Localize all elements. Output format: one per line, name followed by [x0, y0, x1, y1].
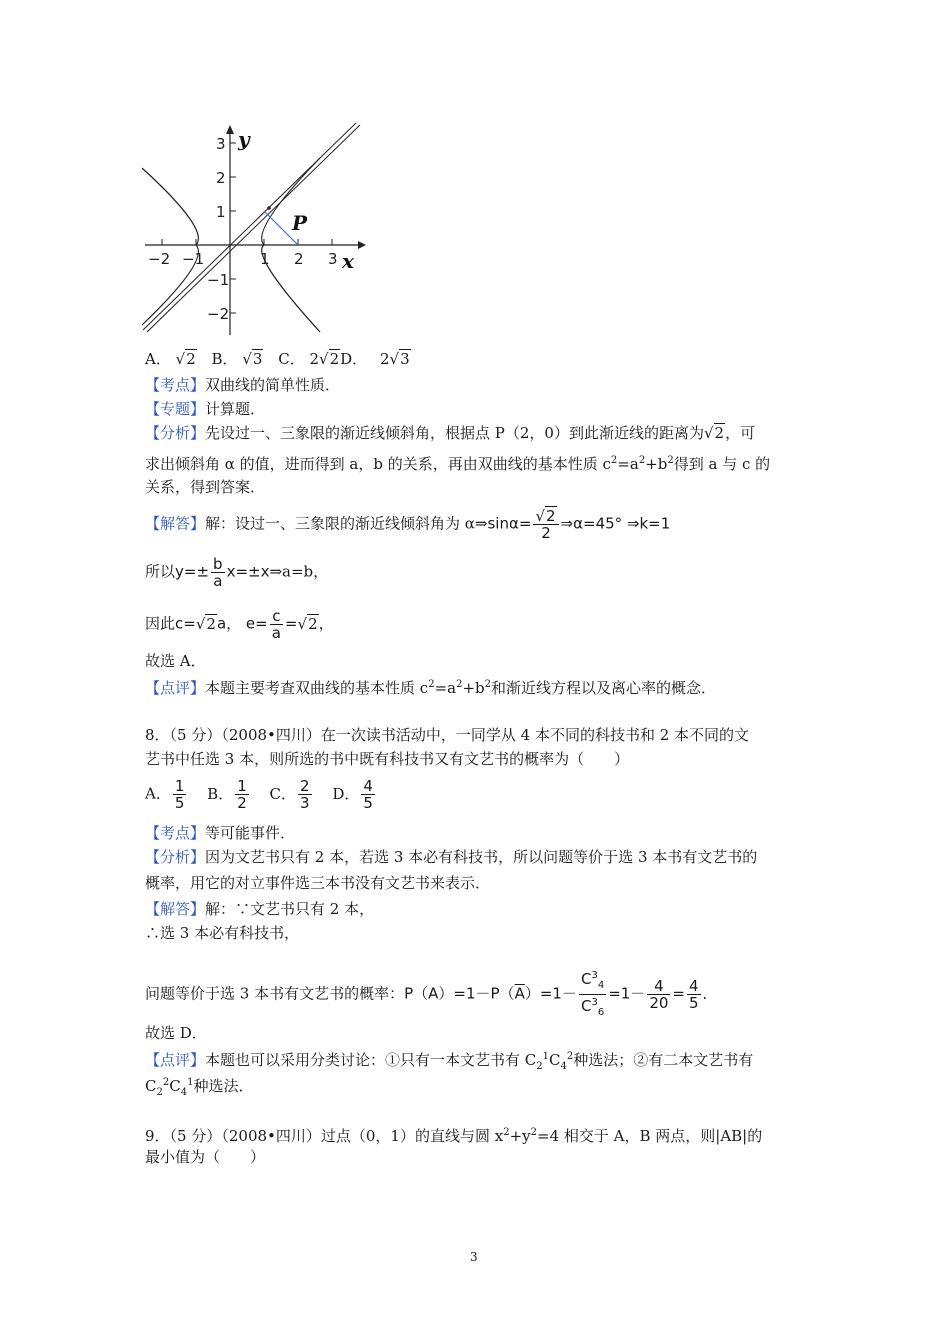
q7-dianping: 【点评】本题主要考查双曲线的基本性质 $c^2=a^2+b^2$和渐近线方程以及离心率的概念．: [145, 679, 717, 697]
hyperbola-graph: [140, 120, 370, 340]
x-tick-1: 1: [260, 250, 270, 268]
q8-stem-1: 8．（5 分）（2008•四川）在一次读书活动中，一同学从 4 本不同的科技书和 2 本不同的文: [145, 726, 750, 744]
q7-guxuan: 故选 A．: [145, 652, 206, 670]
y-tick-1: 1: [216, 203, 226, 221]
q8-guxuan: 故选 D．: [145, 1024, 207, 1042]
q8-jieda-2: ∴选 3 本必有科技书，: [145, 924, 300, 942]
q8-fenxi-1: 【分析】因为文艺书只有 2 本，若选 3 本必有科技书，所以问题等价于选 3 本书有文艺书的: [145, 848, 758, 866]
q8-kaodian: 【考点】等可能事件．: [145, 824, 296, 842]
q9-stem-2: 最小值为（ ）: [145, 1148, 266, 1166]
x-axis-label: x: [342, 249, 354, 273]
q7-options: A． √2 B． √3 C． 2√2D． 2√3: [145, 350, 410, 368]
x-tick-2: 2: [294, 250, 304, 268]
y-tick-m1: −1: [207, 271, 230, 289]
q7-fenxi-2: 求出倾斜角 α 的值，进而得到 a，b 的关系，再由双曲线的基本性质 $c^2=a^2+b^2$得到 a 与 c 的: [145, 455, 771, 473]
q8-options: A． $\frac{1}{5}$ B． $\frac{1}{2}$ C． $\frac{2}{3}$ D． $\frac{4}{5}$: [145, 777, 373, 812]
x-tick-3: 3: [328, 250, 338, 268]
q8-jieda-1: 【解答】解：∵文艺书只有 2 本，: [145, 900, 375, 918]
q8-dianping-1: 【点评】本题也可以采用分类讨论：①只有一本文艺书有 $C_2^1C_4^2$种选法；②有二本文艺书有: [145, 1051, 754, 1072]
q7-yinci: 因此c=√2a， e= $\frac{c}{a}$ =√2，: [145, 607, 334, 642]
q8-jieda-3: 问题等价于选 3 本书有文艺书的概率：$P(A)=1-P(\overline{A})=1-$ $\frac{C^3_4}{C^3_6}$ =1－ $\frac{4}{20}$ = $\frac{4}{5}$ ．: [145, 970, 718, 1018]
y-tick-3: 3: [216, 135, 226, 153]
y-tick-2: 2: [216, 169, 226, 187]
x-tick-m2: −2: [148, 250, 171, 268]
q7-fenxi-3: 关系，得到答案．: [145, 478, 266, 496]
q7-suoyi: 所以y=± $\frac{b}{a}$ x=±x⇒a=b，: [145, 555, 329, 590]
q7-fenxi-1: 【分析】先设过一、三象限的渐近线倾斜角，根据点 P（2，0）到此渐近线的距离为√2，可: [145, 424, 756, 442]
x-tick-m1: −1: [182, 250, 205, 268]
q8-dianping-2: $C_2^2C_4^1$种选法．: [145, 1077, 254, 1098]
q7-jieda-1: 【解答】解：设过一、三象限的渐近线倾斜角为 α⇒sinα= $\frac{√2}{2}$ ⇒α=45° ⇒k=1: [145, 507, 671, 542]
point-p-label: P: [292, 211, 308, 235]
q8-fenxi-2: 概率，用它的对立事件选三本书没有文艺书来表示．: [145, 874, 491, 892]
q9-stem-1: 9．（5 分）（2008•四川）过点（0，1）的直线与圆 $x^2+y^2=4$ 相交于 A，B 两点，则|AB|的: [145, 1127, 763, 1145]
y-axis-label: y: [238, 127, 250, 151]
page-number: 3: [470, 1250, 478, 1264]
q7-kaodian: 【考点】双曲线的简单性质．: [145, 376, 341, 394]
q8-stem-2: 艺书中任选 3 本，则所选的书中既有科技书又有文艺书的概率为（ ）: [145, 750, 630, 768]
y-tick-m2: −2: [207, 305, 230, 323]
q7-zhuanti: 【专题】计算题．: [145, 400, 266, 418]
